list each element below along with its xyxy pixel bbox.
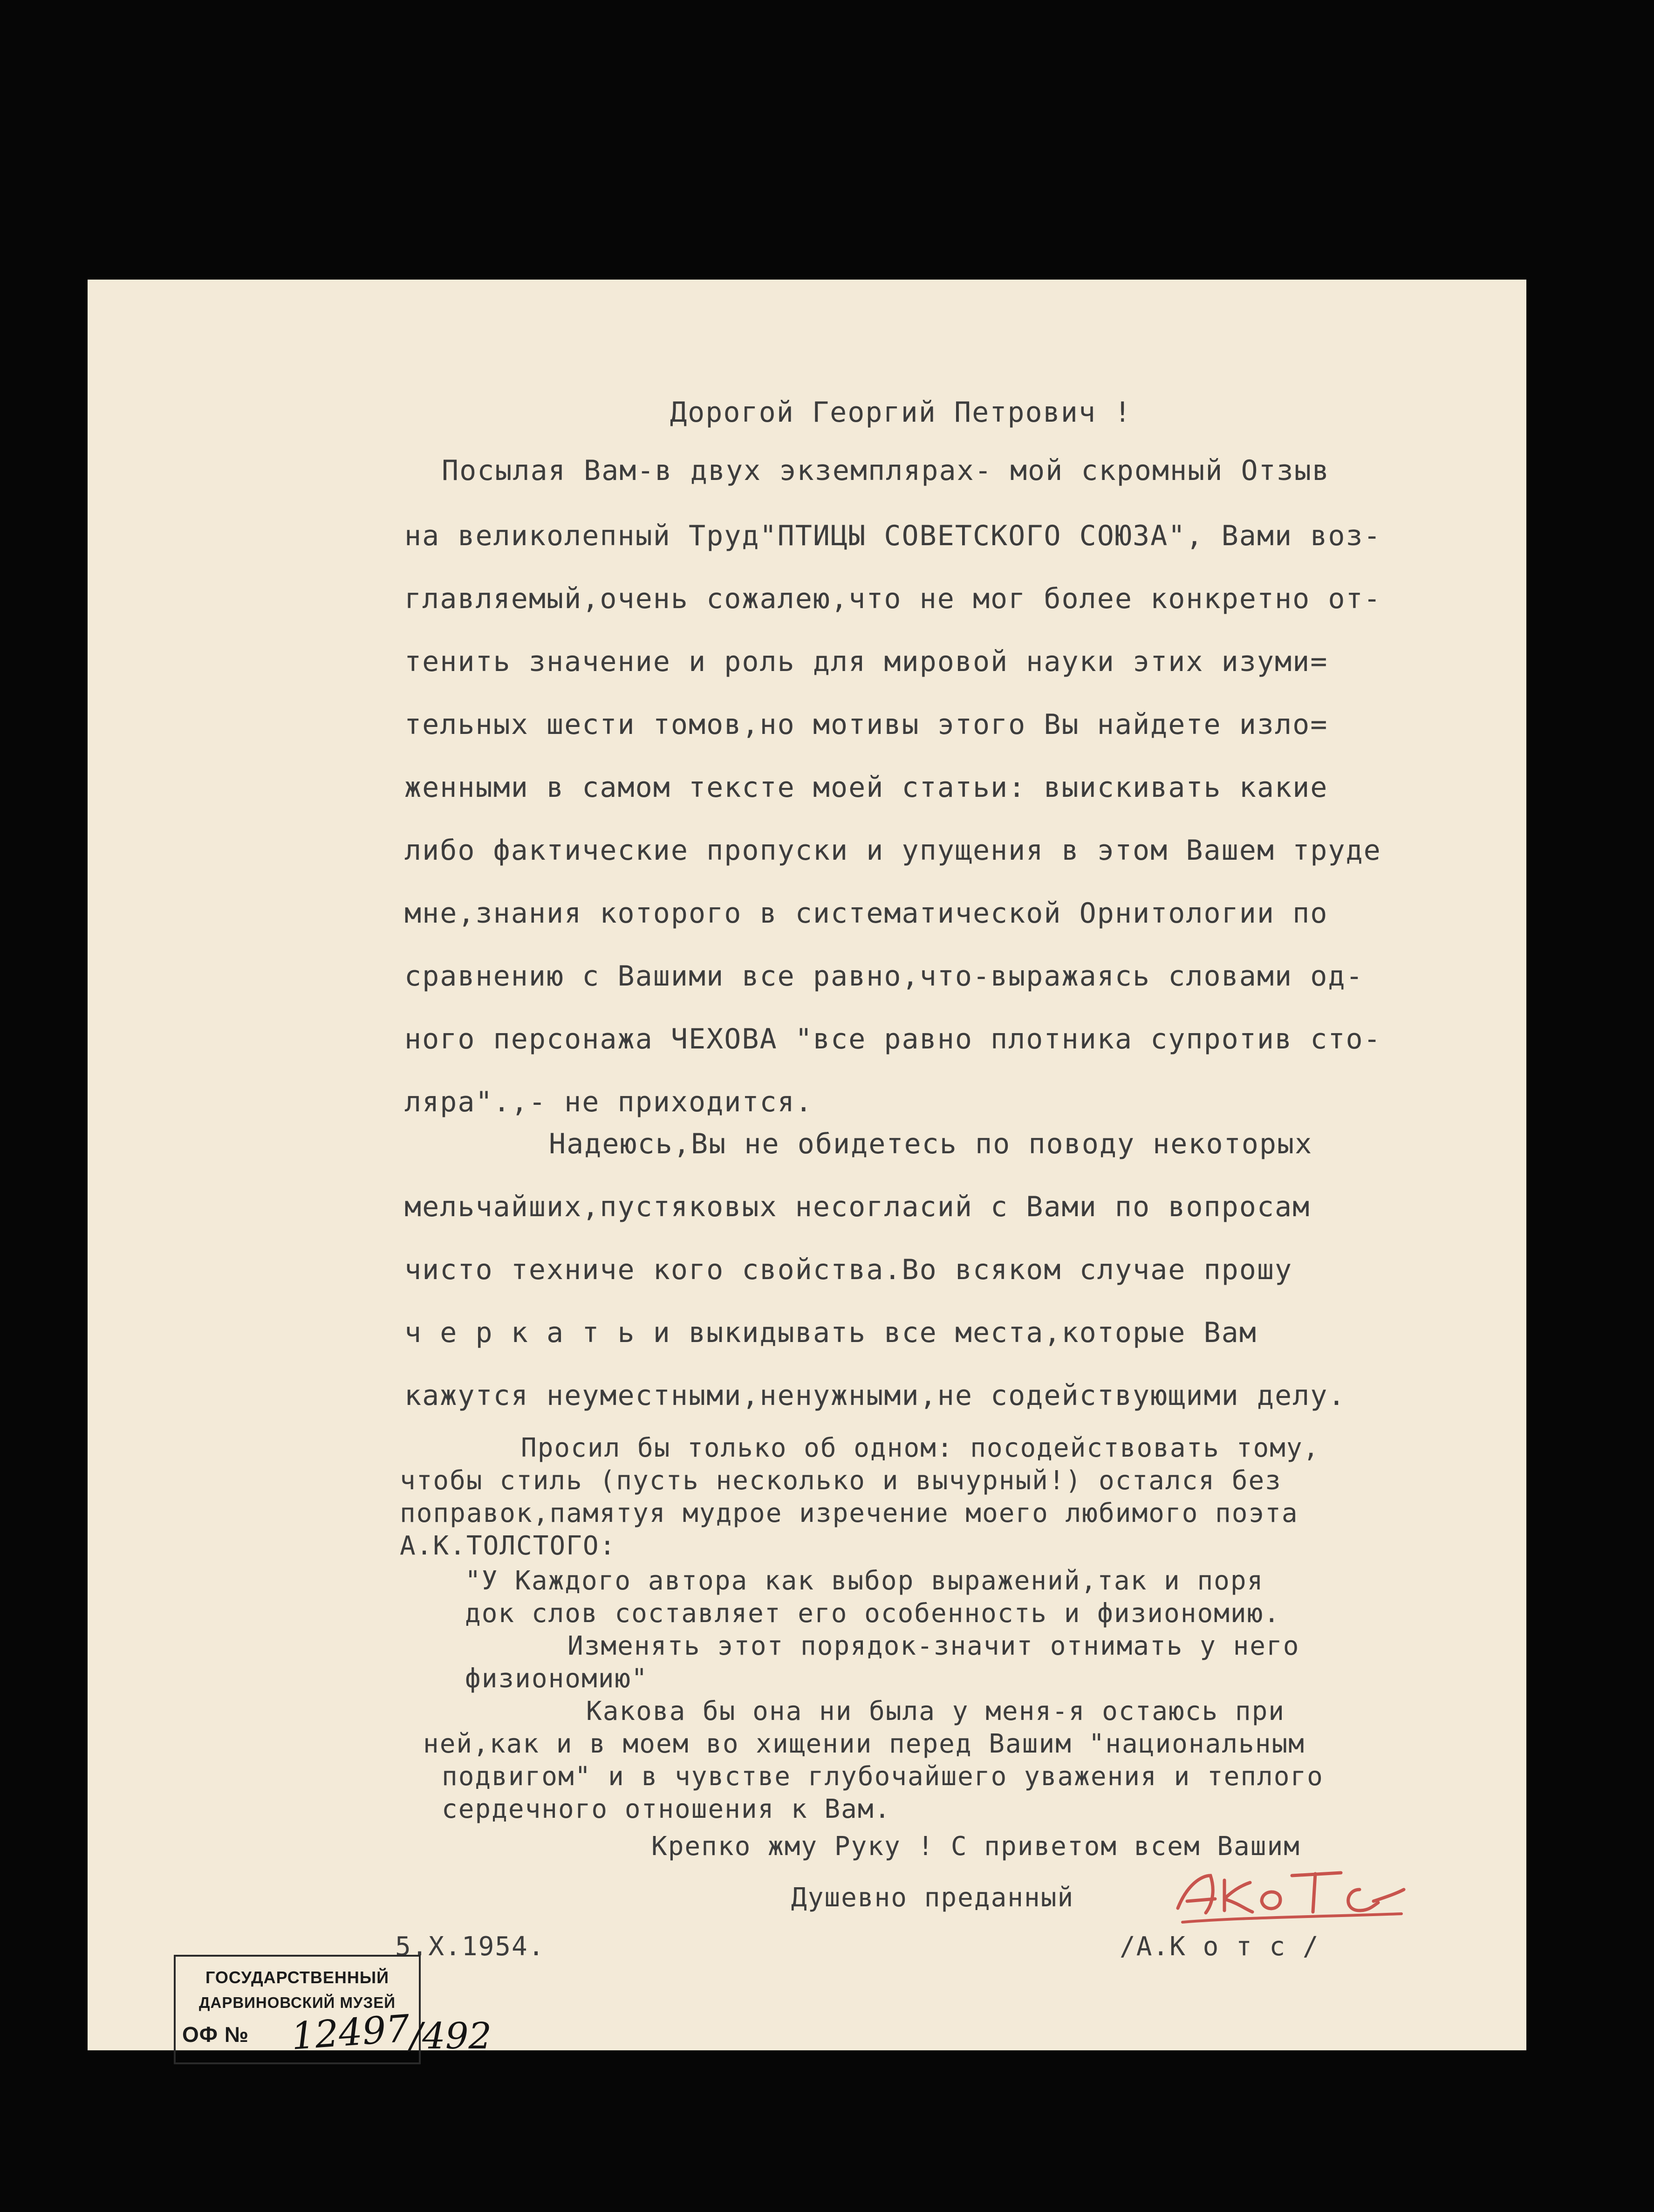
handwritten-signature	[1169, 1857, 1411, 1931]
para1-line: мне,знания которого в систематической Орнитологии по	[404, 897, 1328, 930]
para3-line: Просил бы только об одном: посодействовать тому,	[521, 1433, 1320, 1463]
para3-line: А.К.ТОЛСТОГО:	[400, 1531, 616, 1561]
para1-line: Посылая Вам-в двух экземплярах- мой скромный Отзыв	[442, 454, 1330, 487]
para1-line: тенить значение и роль для мировой науки этих изуми=	[404, 645, 1328, 678]
stamp-label: ОФ №	[182, 2022, 249, 2047]
para2-line: ч е р к а т ь и выкидывать все места,которые Вам	[404, 1316, 1257, 1349]
para4-line: ней,как и в моем во хищении перед Вашим "национальным	[423, 1729, 1305, 1759]
para1-line: сравнению с Вашими все равно,что-выражаясь словами од-	[404, 960, 1364, 993]
stamp-line-1: ГОСУДАРСТВЕННЫЙ	[205, 1968, 389, 1987]
para3-line: поправок,памятуя мудрое изречение моего любимого поэта	[400, 1498, 1299, 1528]
para2-line: Надеюсь,Вы не обидетесь по поводу некоторых	[549, 1128, 1313, 1160]
letter-sheet	[88, 280, 1526, 2050]
para4-line: подвигом" и в чувстве глубочайшего уважения и теплого	[442, 1761, 1324, 1792]
quote-line: док слов составляет его особенность и физиономию.	[465, 1598, 1281, 1629]
para1-line: ляра".,- не приходится.	[404, 1086, 813, 1118]
stamp-line-2: ДАРВИНОВСКИЙ МУЗЕЙ	[199, 1994, 396, 2011]
stamp-suffix: /492	[410, 2015, 492, 2057]
quote-line: Изменять этот порядок-значит отнимать у него	[567, 1631, 1300, 1661]
para2-line: кажутся неуместными,ненужными,не содействующими делу.	[404, 1379, 1346, 1412]
para2-line: чисто техниче кого свойства.Во всяком случае прошу	[404, 1253, 1293, 1286]
salutation: Дорогой Георгий Петрович !	[670, 396, 1132, 429]
quote-line: "У Каждого автора как выбор выражений,так и поря	[465, 1566, 1264, 1596]
para1-line: женными в самом тексте моей статьи: выискивать какие	[404, 771, 1328, 804]
closing-line: Крепко жму Руку ! С приветом всем Вашим	[651, 1831, 1300, 1862]
letter-date: 5.Х.1954.	[395, 1931, 545, 1962]
para4-line: Какова бы она ни была у меня-я остаюсь при	[586, 1696, 1285, 1726]
stamp-number: 12497	[290, 2007, 411, 2058]
valediction: Душевно преданный	[791, 1883, 1074, 1913]
para1-line: ного персонажа ЧЕХОВА "все равно плотника супротив сто-	[404, 1023, 1381, 1055]
para1-line: тельных шести томов,но мотивы этого Вы найдете изло=	[404, 708, 1328, 741]
quote-line: физиономию"	[465, 1664, 648, 1694]
typed-signature: /А.К о т с /	[1120, 1931, 1319, 1962]
para3-line: чтобы стиль (пусть несколько и вычурный!) остался без	[400, 1466, 1282, 1496]
para1-line: главляемый,очень сожалею,что не мог более конкретно от-	[404, 582, 1381, 615]
para1-line: либо фактические пропуски и упущения в этом Вашем труде	[404, 834, 1381, 867]
para1-line: на великолепный Труд"ПТИЦЫ СОВЕТСКОГО СОЮЗА", Вами воз-	[404, 520, 1381, 552]
para2-line: мельчайших,пустяковых несогласий с Вами по вопросам	[404, 1191, 1311, 1223]
para4-line: сердечного отношения к Вам.	[442, 1794, 891, 1824]
